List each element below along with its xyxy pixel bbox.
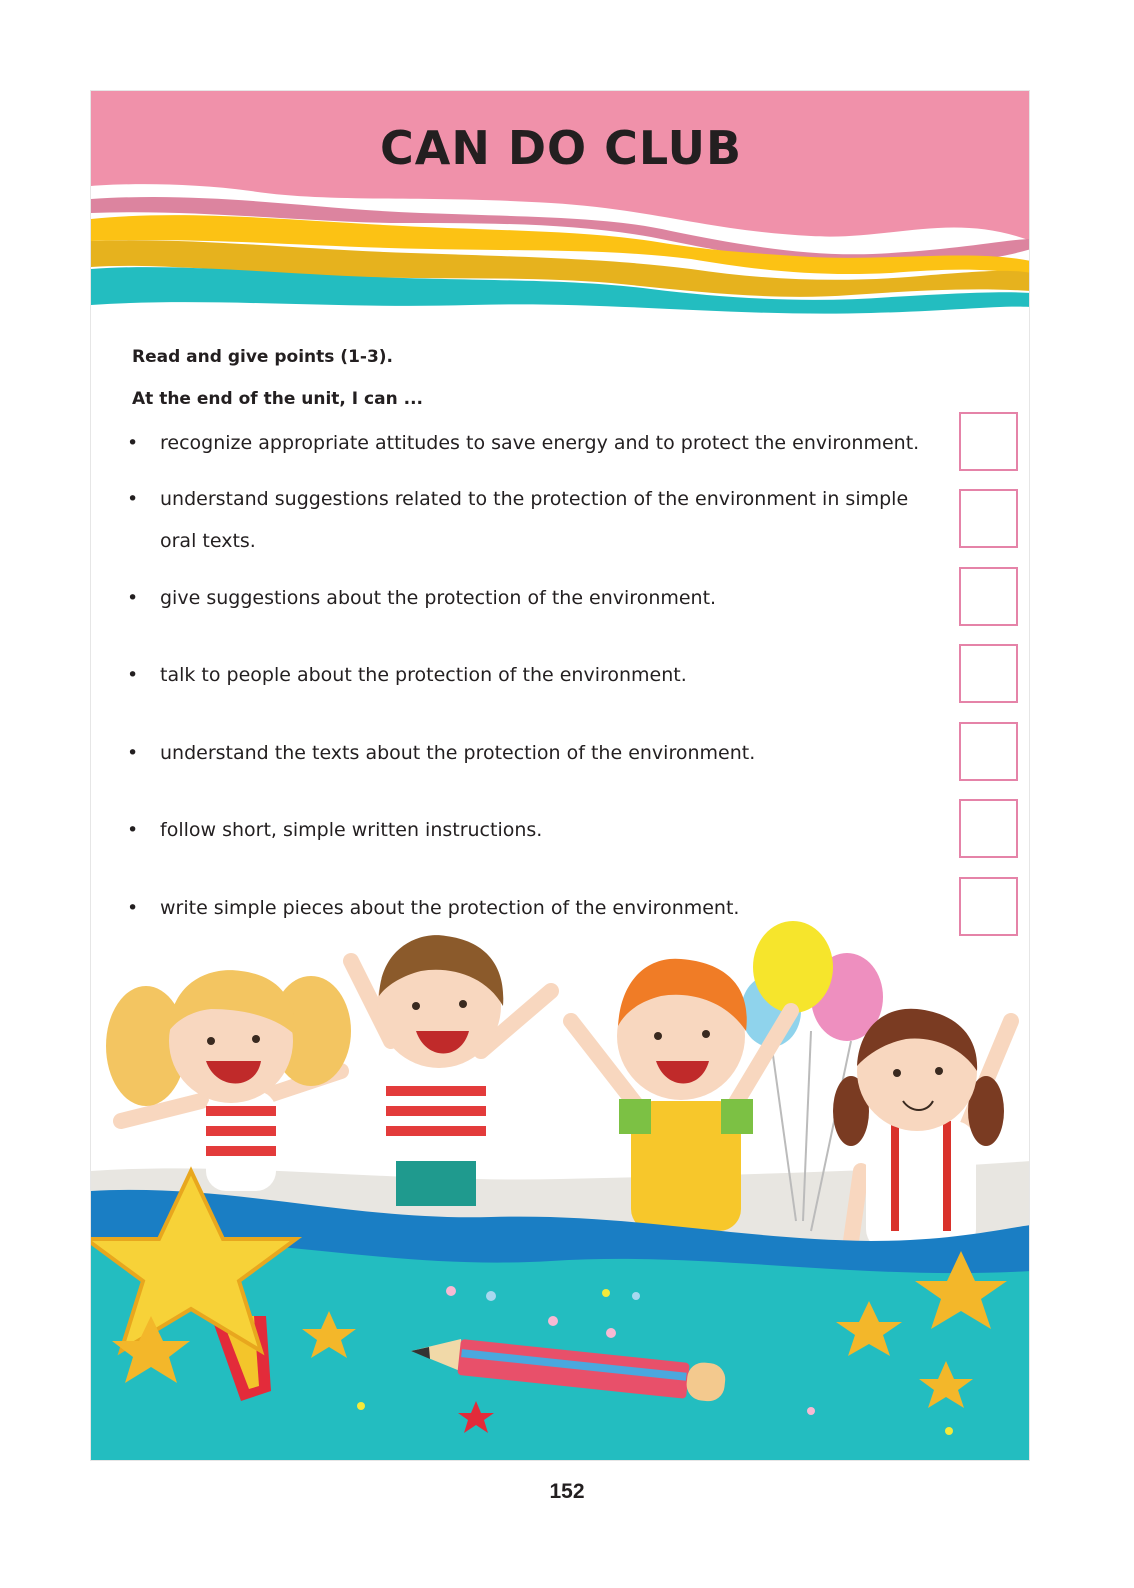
instruction-text: Read and give points (1-3). bbox=[132, 347, 394, 367]
can-do-item-text: understand the texts about the protection of the environment. bbox=[160, 742, 756, 764]
score-box[interactable] bbox=[959, 567, 1018, 626]
can-do-item bbox=[127, 732, 947, 774]
can-do-item-text: write simple pieces about the protection of the environment. bbox=[160, 897, 740, 919]
score-box[interactable] bbox=[959, 644, 1018, 703]
can-do-item-text: understand suggestions related to the protection of the environment in simple oral texts. bbox=[160, 488, 909, 552]
score-box[interactable] bbox=[959, 412, 1018, 471]
child-boy-striped-icon bbox=[351, 935, 551, 1206]
bullet: • bbox=[127, 587, 139, 609]
can-do-item bbox=[127, 654, 947, 696]
lead-in-text: At the end of the unit, I can ... bbox=[132, 389, 423, 409]
score-box[interactable] bbox=[959, 489, 1018, 548]
worksheet-page bbox=[90, 90, 1030, 1461]
page-number: 152 bbox=[549, 1480, 585, 1503]
can-do-item bbox=[127, 577, 947, 619]
score-box[interactable] bbox=[959, 722, 1018, 781]
can-do-item bbox=[127, 478, 927, 562]
children-illustration bbox=[91, 921, 1030, 1461]
can-do-item bbox=[127, 422, 947, 464]
bullet: • bbox=[127, 897, 139, 919]
child-girl-blonde-icon bbox=[106, 970, 351, 1191]
bullet: • bbox=[127, 432, 139, 454]
can-do-item bbox=[127, 809, 947, 851]
can-do-item-text: give suggestions about the protection of the environment. bbox=[160, 587, 717, 609]
bullet: • bbox=[127, 819, 139, 841]
score-box[interactable] bbox=[959, 799, 1018, 858]
bullet: • bbox=[127, 488, 139, 510]
bullet: • bbox=[127, 664, 139, 686]
bullet: • bbox=[127, 742, 139, 764]
can-do-item-text: follow short, simple written instructions. bbox=[160, 819, 543, 841]
page-title: CAN DO CLUB bbox=[379, 121, 743, 175]
can-do-item-text: recognize appropriate attitudes to save energy and to protect the environment. bbox=[160, 432, 920, 454]
can-do-item-text: talk to people about the protection of the environment. bbox=[160, 664, 687, 686]
